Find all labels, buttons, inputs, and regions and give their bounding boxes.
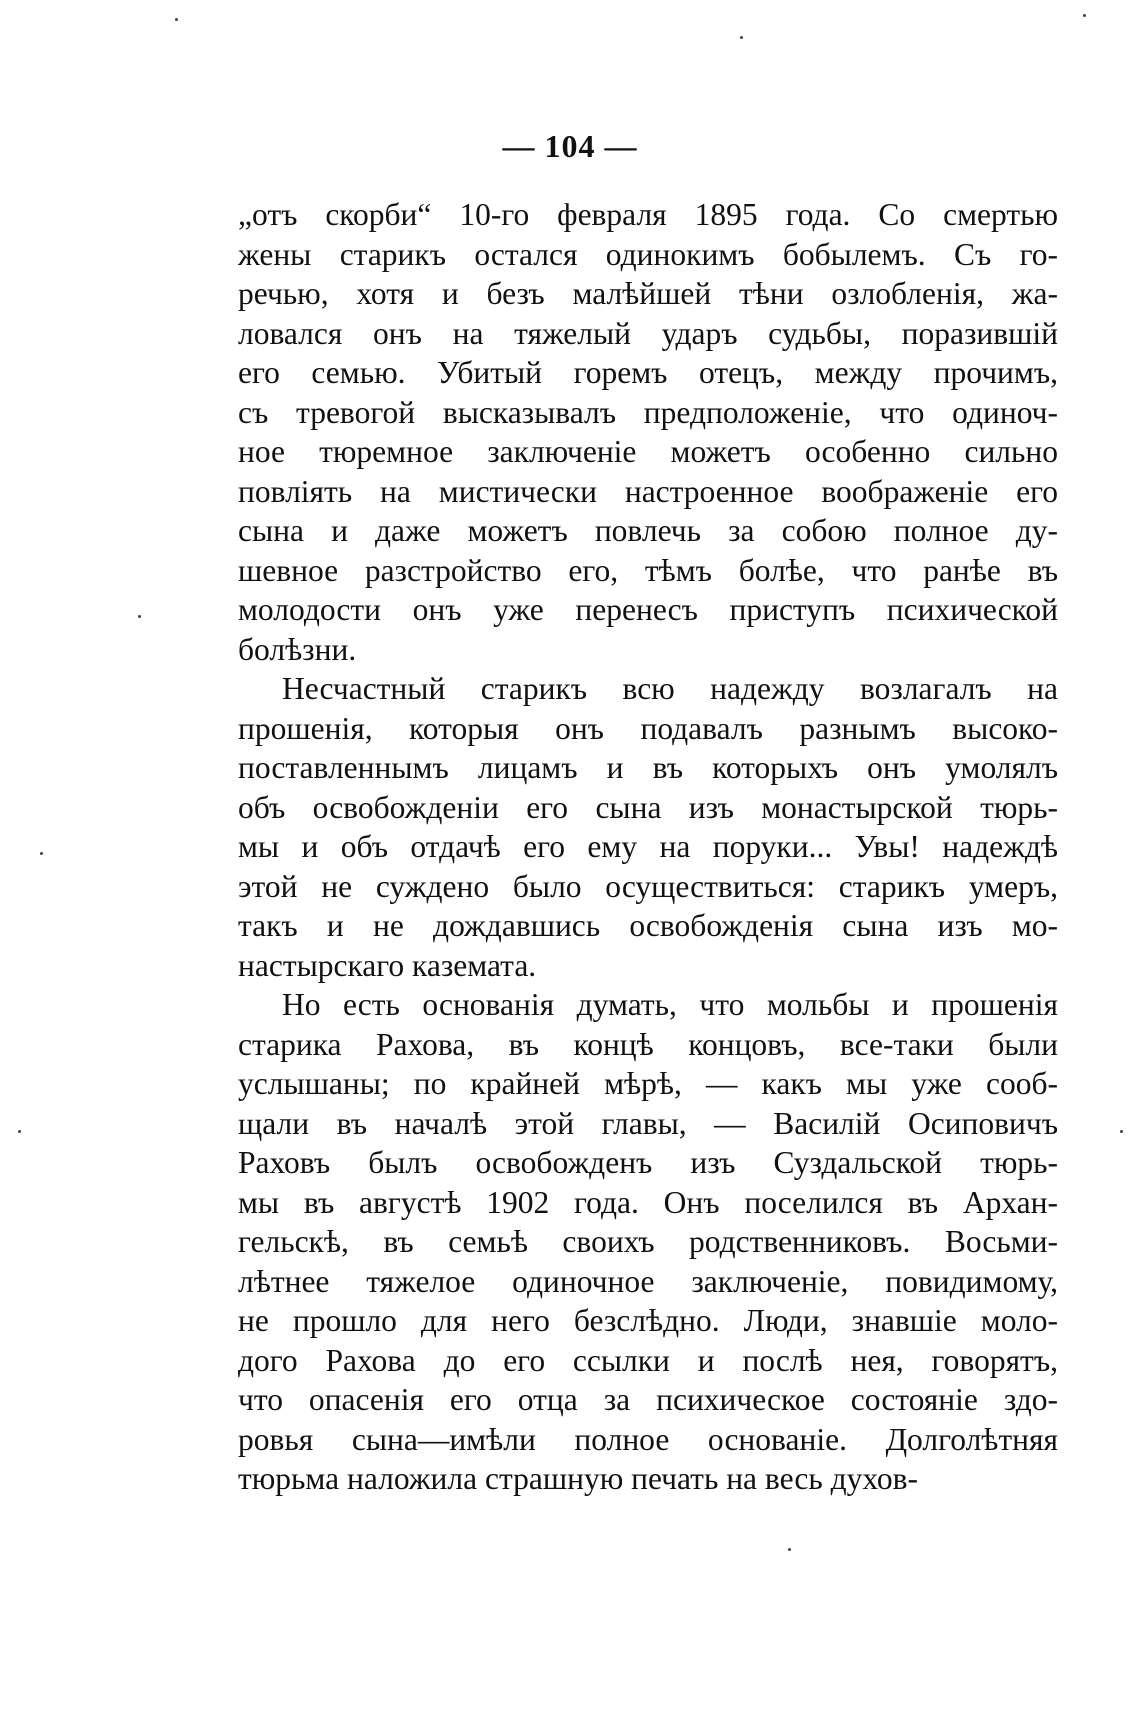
text-line: гельскѣ, въ семьѣ своихъ родственниковъ. Восьми- <box>238 1224 1058 1259</box>
text-line: Раховъ былъ освобожденъ изъ Суздальской тюрь- <box>238 1145 1058 1180</box>
paragraph <box>238 669 1058 985</box>
text-line: Несчастный старикъ всю надежду возлагалъ на <box>282 671 1058 706</box>
scan-speck <box>740 36 743 39</box>
text-line: сына и даже можетъ повлечь за собою полное ду- <box>238 513 1058 548</box>
scan-speck <box>18 1130 21 1133</box>
text-line: этой не суждено было осуществиться: старикъ умеръ, <box>238 868 1058 904</box>
paragraph <box>238 195 1058 669</box>
page-number: — 104 — <box>502 128 638 164</box>
text-line: молодости онъ уже перенесъ приступъ психической <box>238 592 1058 627</box>
text-line: ровья сына—имѣли полное основаніе. Долголѣтняя <box>238 1421 1058 1457</box>
text-line: настырскаго каземата. <box>238 947 537 983</box>
text-line: мы въ августѣ 1902 года. Онъ поселился въ Архан- <box>238 1184 1058 1220</box>
text-line: тюрьма наложила страшную печать на весь духов- <box>238 1461 919 1496</box>
text-line: речью, хотя и безъ малѣйшей тѣни озлобленія, жа- <box>238 276 1058 311</box>
body-text <box>238 195 1058 1499</box>
text-line: ловался онъ на тяжелый ударъ судьбы, поразившій <box>238 315 1058 351</box>
text-line: такъ и не дождавшись освобожденія сына изъ мо- <box>238 908 1058 943</box>
text-line: болѣзни. <box>238 631 357 667</box>
scan-speck <box>138 615 141 618</box>
scan-speck <box>1120 1130 1123 1133</box>
text-line: его семью. Убитый горемъ отецъ, между прочимъ, <box>238 355 1058 390</box>
text-line: щали въ началѣ этой главы, — Василій Осиповичъ <box>238 1105 1058 1141</box>
text-line: не прошло для него безслѣдно. Люди, знавшіе моло- <box>238 1303 1058 1338</box>
text-line: съ тревогой высказывалъ предположеніе, что одиноч- <box>238 394 1058 430</box>
paragraph <box>238 985 1058 1499</box>
text-line: услышаны; по крайней мѣрѣ, — какъ мы уже сооб- <box>238 1066 1058 1101</box>
text-line: повлiять на мистически настроенное воображеніе его <box>238 473 1058 509</box>
scan-speck <box>1083 14 1086 17</box>
text-line: что опасенія его отца за психическое состояніе здо- <box>238 1382 1058 1417</box>
text-line: дого Рахова до его ссылки и послѣ нея, говорятъ, <box>238 1342 1058 1378</box>
text-line: Но есть основанія думать, что мольбы и прошенія <box>282 987 1058 1022</box>
scan-speck <box>40 852 43 855</box>
text-line: лѣтнее тяжелое одиночное заключеніе, повидимому, <box>238 1263 1058 1299</box>
text-line: прошенія, которыя онъ подавалъ разнымъ высоко- <box>238 710 1058 746</box>
scan-speck <box>175 18 178 21</box>
text-line: поставленнымъ лицамъ и въ которыхъ онъ умолялъ <box>238 750 1058 785</box>
text-line: ное тюремное заключеніе можетъ особенно сильно <box>238 434 1058 469</box>
text-line: жены старикъ остался одинокимъ бобылемъ. Съ го- <box>238 236 1058 272</box>
text-line: мы и объ отдачѣ его ему на поруки... Увы! надеждѣ <box>238 829 1058 864</box>
text-line: „отъ скорби“ 10-го февраля 1895 года. Со смертью <box>238 197 1058 232</box>
text-line: шевное разстройство его, тѣмъ болѣе, что ранѣе въ <box>238 552 1058 588</box>
scan-speck <box>788 1548 791 1551</box>
text-line: старика Рахова, въ концѣ концовъ, все-таки были <box>238 1026 1058 1062</box>
text-line: объ освобожденіи его сына изъ монастырской тюрь- <box>238 789 1058 825</box>
